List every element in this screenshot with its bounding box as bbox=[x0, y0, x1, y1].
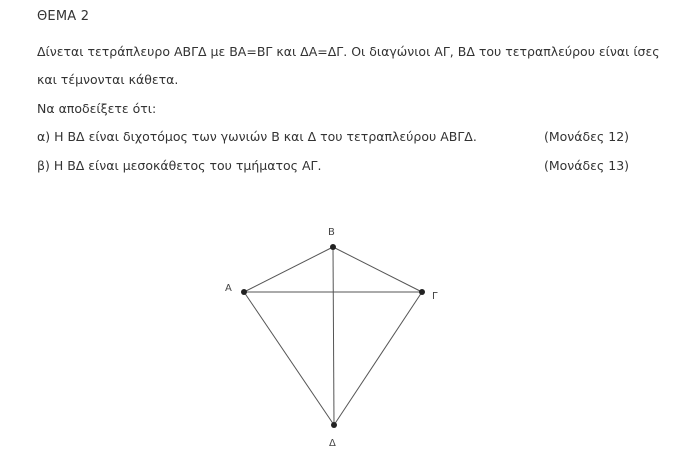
problem-statement-line-2: και τέμνονται κάθετα. bbox=[37, 72, 179, 87]
question-b-marks: (Μονάδες 13) bbox=[544, 158, 630, 173]
question-a: α) Η ΒΔ είναι διχοτόμος των γωνιών Β και Δ του τετραπλεύρου ΑΒΓΔ. bbox=[37, 129, 477, 144]
vertex-D-point bbox=[331, 422, 337, 428]
vertex-G-label: Γ bbox=[432, 291, 438, 302]
question-b: β) Η ΒΔ είναι μεσοκάθετος του τμήματος ΑΓ. bbox=[37, 158, 322, 173]
vertex-A-point bbox=[241, 289, 247, 295]
problem-statement-line-1: Δίνεται τετράπλευρο ΑΒΓΔ με ΒΑ=ΒΓ και ΔΑ=ΔΓ. Οι διαγώνιοι ΑΓ, ΒΔ του τετραπλεύρου είναι ίσες bbox=[37, 44, 660, 59]
side-GD bbox=[334, 292, 422, 425]
side-AB bbox=[244, 247, 333, 292]
question-a-marks: (Μονάδες 12) bbox=[544, 129, 630, 144]
vertex-A-label: Α bbox=[225, 283, 232, 294]
prove-prompt: Να αποδείξετε ότι: bbox=[37, 101, 157, 116]
vertex-B-point bbox=[330, 244, 336, 250]
side-BG bbox=[333, 247, 422, 292]
vertex-B-label: Β bbox=[328, 227, 335, 238]
side-DA bbox=[244, 292, 334, 425]
diagonal-BD bbox=[333, 247, 334, 425]
vertex-D-label: Δ bbox=[329, 438, 336, 449]
page-title: ΘΕΜΑ 2 bbox=[37, 9, 90, 24]
vertex-G-point bbox=[419, 289, 425, 295]
